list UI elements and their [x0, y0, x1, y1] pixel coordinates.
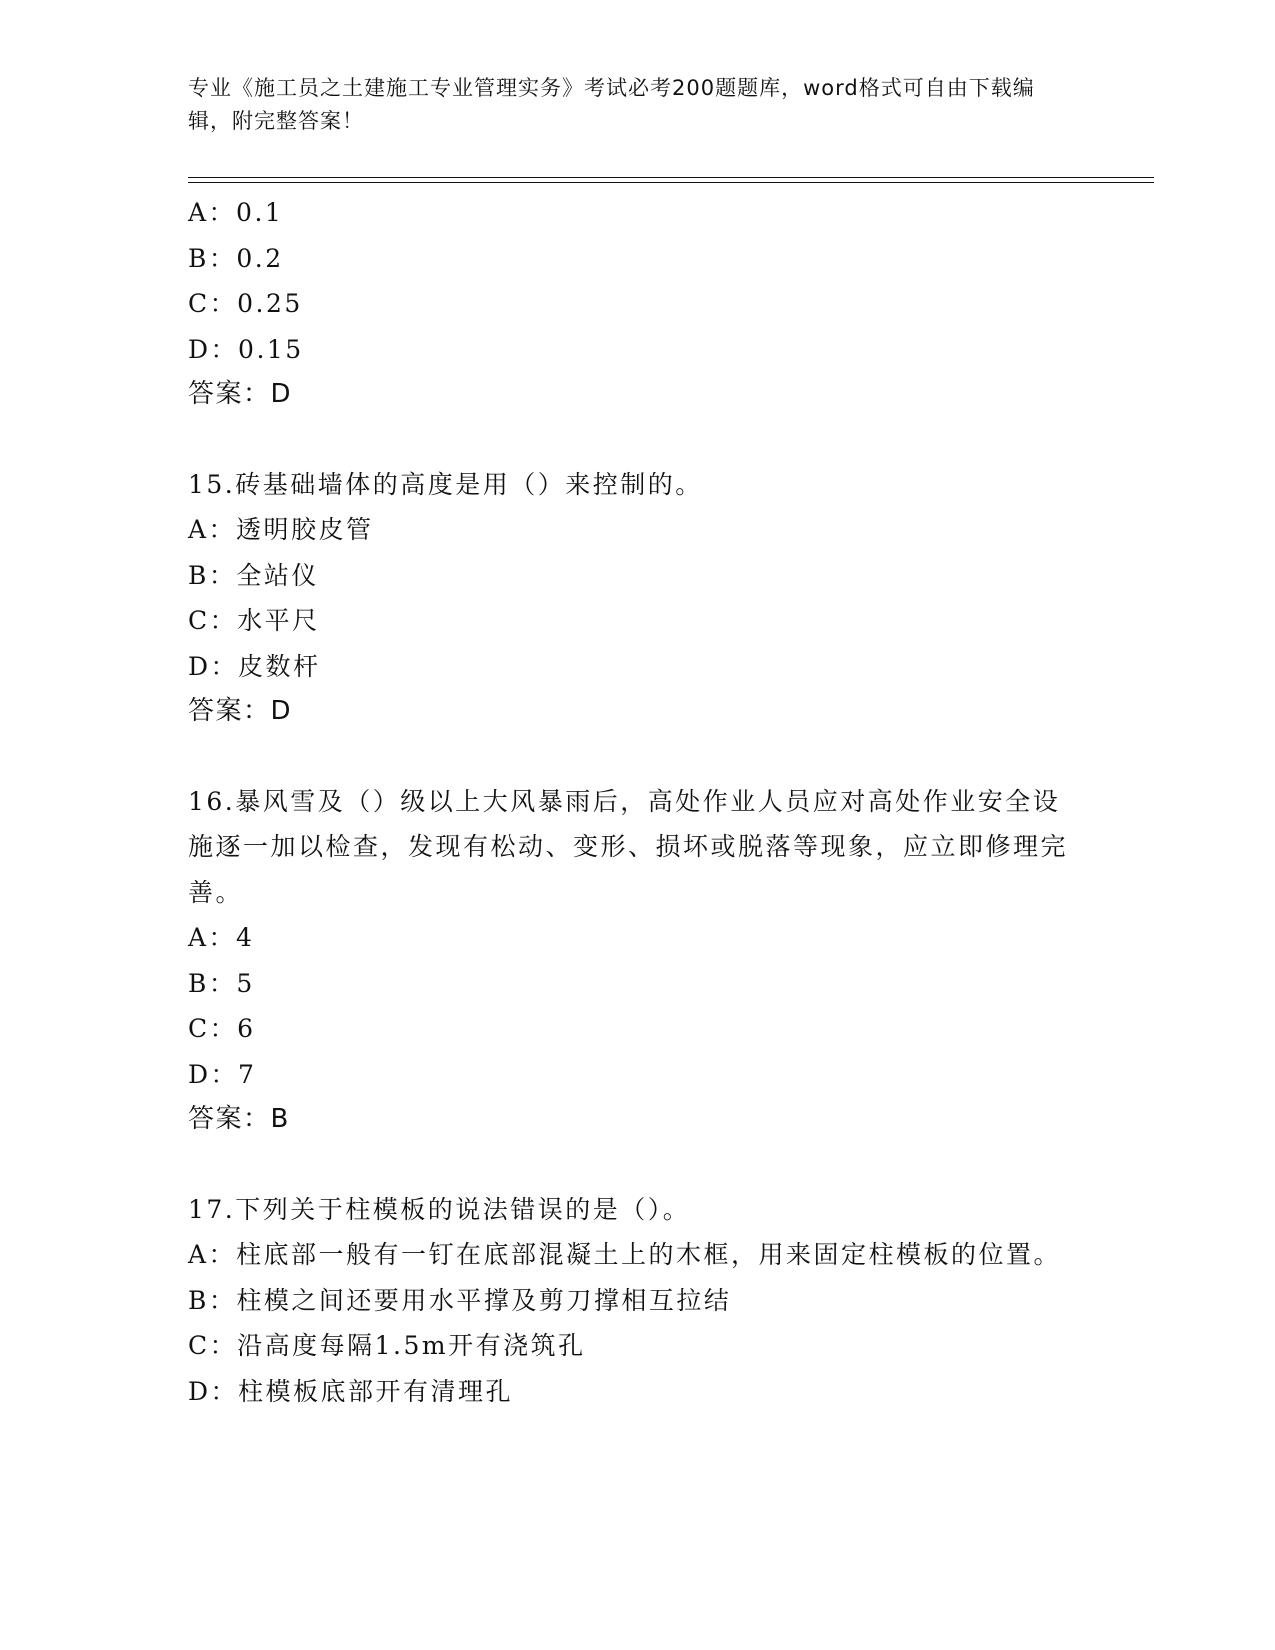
answer: 答案：D [188, 379, 293, 409]
question-block-14 [188, 190, 1088, 418]
option-b: B：5 [188, 968, 255, 998]
question-text: 15.砖基础墙体的高度是用（）来控制的。 [188, 469, 703, 499]
header-rule-top [188, 177, 1154, 178]
block-gap [188, 735, 1088, 779]
question-block-15 [188, 462, 1088, 735]
header-rule-bottom [188, 182, 1154, 183]
document-header [188, 72, 1068, 138]
option-c: C：水平尺 [188, 606, 320, 635]
question-list [188, 190, 1088, 1414]
option-a: A：0.1 [188, 198, 284, 227]
option-b: B：柱模之间还要用水平撑及剪刀撑相互拉结 [188, 1285, 732, 1315]
question-text: 17.下列关于柱模板的说法错误的是（）。 [188, 1194, 691, 1224]
option-a: A：柱底部一般有一钉在底部混凝土上的木框，用来固定柱模板的位置。 [188, 1240, 1062, 1269]
option-a: A：透明胶皮管 [188, 515, 374, 544]
answer: 答案：B [188, 1104, 290, 1134]
block-gap [188, 418, 1088, 462]
option-c: C：沿高度每隔1.5m开有浇筑孔 [188, 1331, 586, 1360]
answer: 答案：D [188, 696, 293, 726]
option-d: D：0.15 [188, 334, 304, 364]
block-gap [188, 1143, 1088, 1187]
option-d: D：皮数杆 [188, 651, 321, 681]
header-title: 专业《施工员之土建施工专业管理实务》考试必考200题题库，word格式可自由下载编辑，附完整答案！ [188, 76, 1035, 133]
option-a: A：4 [188, 923, 255, 952]
option-b: B：全站仪 [188, 560, 319, 590]
option-c: C：6 [188, 1014, 256, 1043]
option-c: C：0.25 [188, 289, 303, 318]
option-b: B：0.2 [188, 243, 284, 273]
question-text: 16.暴风雪及（）级以上大风暴雨后，高处作业人员应对高处作业安全设施逐一加以检查，发现有松动、变形、损坏或脱落等现象，应立即修理完善。 [188, 786, 1069, 907]
option-d: D：柱模板底部开有清理孔 [188, 1376, 514, 1406]
option-d: D：7 [188, 1059, 257, 1089]
question-block-16 [188, 779, 1088, 1143]
question-block-17 [188, 1187, 1088, 1415]
